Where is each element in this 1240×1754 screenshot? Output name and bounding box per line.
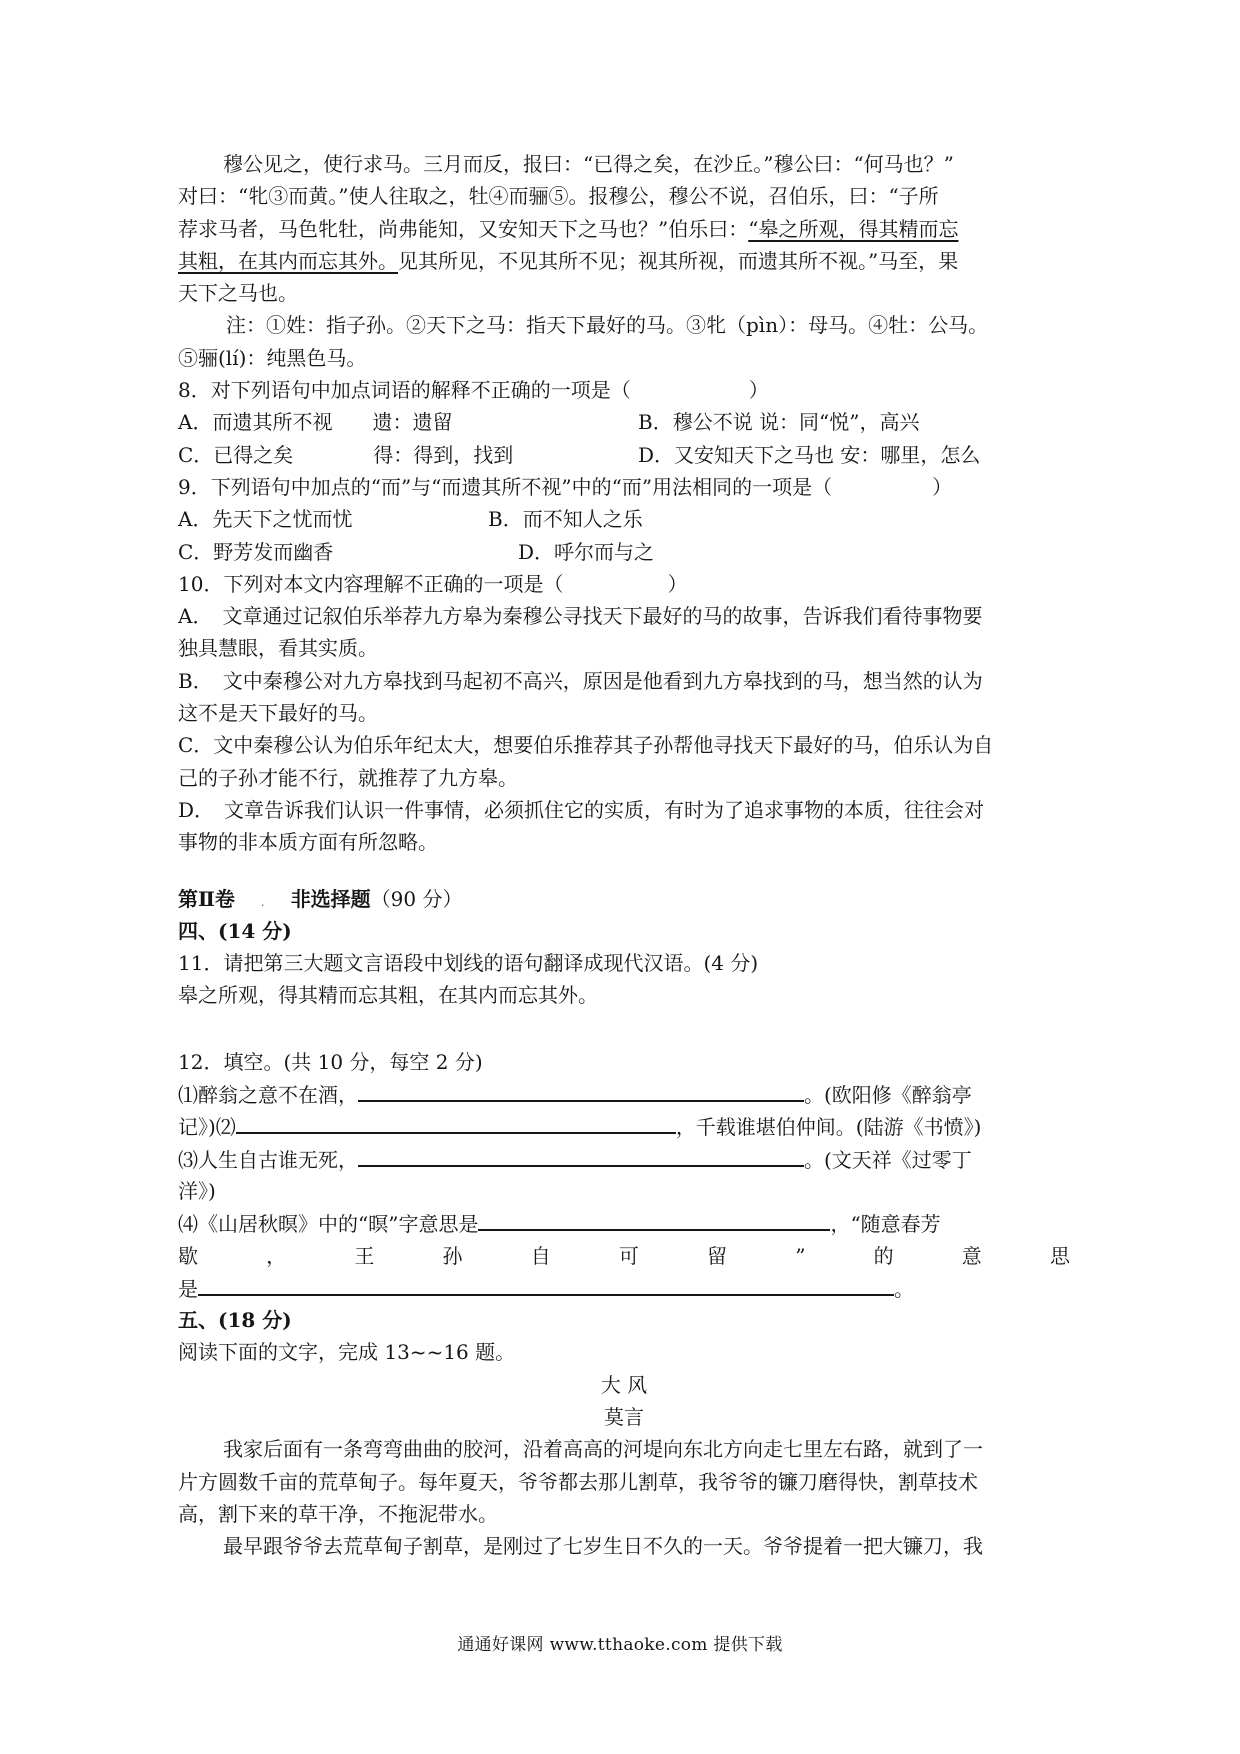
justified-char: 思 (1049, 1243, 1070, 1268)
justified-char: ， (266, 1243, 287, 1268)
justified-char: 歇 (178, 1243, 198, 1268)
option-b: B．穆公不说 说：同“悦”，高兴 (638, 410, 920, 435)
section-4-heading: 四、(14 分) (178, 918, 292, 943)
option-a: A．而遗其所不视 遗：遗留 (178, 410, 453, 435)
passage-line (178, 245, 1070, 277)
fill-line-4-justified (178, 1240, 1070, 1272)
question-9-stem (178, 471, 1070, 503)
fill-blank[interactable] (198, 1272, 894, 1296)
option-b: B． 文中秦穆公对九方皋找到马起初不高兴，原因是他看到九方皋找到的马，想当然的认为 (178, 668, 983, 693)
question-10-stem (178, 568, 1070, 600)
part-2-heading (178, 883, 1070, 915)
fill-blank[interactable] (358, 1078, 804, 1102)
section-5-heading: 五、(18 分) (178, 1308, 292, 1333)
option-d-cont: 事物的非本质方面有所忽略。 (178, 830, 438, 855)
question-11-sentence: 皋之所观，得其精而忘其粗，在其内而忘其外。 (178, 983, 598, 1008)
fill-line-4 (178, 1207, 1070, 1239)
paren-close: ） (667, 571, 688, 596)
passage-text: 见其所见，不见其所不见；视其所视，而遗其所不视。”马至，果 (398, 248, 959, 273)
justified-char: ” (795, 1243, 806, 1268)
fill-source: ，“随意春芳 (830, 1212, 941, 1237)
passage-text: 荐求马者，马色牝牡，尚弗能知，又安知天下之马也？”伯乐曰： (178, 216, 749, 241)
passage-line: 穆公见之，使行求马。三月而反，报曰：“已得之矣，在沙丘。”穆公曰：“何马也？” (223, 152, 954, 176)
justified-char: 意 (961, 1243, 982, 1268)
question-9-options-row (178, 536, 1070, 568)
option-d: D． 文章告诉我们认识一件事情，必须抓住它的实质，有时为了追求事物的本质，往往会对 (178, 797, 985, 822)
justified-char: 留 (707, 1243, 728, 1268)
fill-line-3-cont: 洋》) (178, 1178, 216, 1203)
fill-source: 。(欧阳修《醉翁亭 (804, 1083, 972, 1108)
paren-close: ） (932, 474, 953, 499)
essay-paragraph: 片方圆数千亩的荒草甸子。每年夏天，爷爷都去那儿割草，我爷爷的镰刀磨得快，割草技术 (178, 1469, 978, 1494)
question-8-stem (178, 374, 1070, 406)
question-11-stem: 11．请把第三大题文言语段中划线的语句翻译成现代汉语。(4 分) (178, 951, 759, 976)
option-c: C．文中秦穆公认为伯乐年纪太大，想要伯乐推荐其子孙帮他寻找天下最好的马，伯乐认为自 (178, 733, 994, 758)
option-a-cont: 独具慧眼，看其实质。 (178, 636, 378, 661)
question-text: 10．下列对本文内容理解不正确的一项是（ (178, 571, 564, 596)
section-5-intro: 阅读下面的文字，完成 13~~16 题。 (178, 1340, 516, 1365)
passage-line: 对曰：“牝③而黄。”使人往取之，牡④而骊⑤。报穆公，穆公不说，召伯乐，曰：“子所 (178, 184, 939, 209)
justified-char: 的 (873, 1243, 894, 1268)
option-a: A．先天下之忧而忧 (178, 507, 353, 532)
option-c: C．野芳发而幽香 (178, 539, 334, 564)
annotation-note: 注：①姓：指子孙。②天下之马：指天下最好的马。③牝（pìn）：母马。④牡：公马。 (226, 313, 989, 338)
page-footer: 通通好课网 www.tthaoke.com 提供下载 (457, 1635, 783, 1655)
paren-close: ） (748, 378, 769, 403)
annotation-note: ⑤骊(lí)：纯黑色马。 (178, 345, 367, 370)
fill-line-2 (178, 1110, 1070, 1142)
option-b: B．而不知人之乐 (488, 507, 643, 532)
fill-prompt: ⑶人生自古谁无死， (178, 1147, 358, 1172)
fill-prompt: 是 (178, 1276, 198, 1301)
essay-title: 大 风 (600, 1372, 648, 1397)
question-text: 8．对下列语句中加点词语的解释不正确的一项是（ (178, 378, 631, 403)
question-8-options-row (178, 439, 1070, 471)
fill-blank[interactable] (358, 1143, 804, 1167)
part-subtitle: 非选择题 (290, 886, 371, 911)
part-score: （90 分） (370, 886, 463, 911)
essay-author: 莫言 (604, 1404, 644, 1429)
essay-paragraph: 高，割下来的草干净，不拖泥带水。 (178, 1501, 498, 1526)
fill-prompt: ⑷《山居秋暝》中的“暝”字意思是 (178, 1212, 479, 1237)
option-c: C．已得之矣 得：得到，找到 (178, 442, 514, 467)
stray-dot: . (260, 894, 265, 909)
fill-line-3 (178, 1143, 1070, 1175)
passage-line (178, 213, 1070, 245)
essay-paragraph: 最早跟爷爷去荒草甸子割草，是刚过了七岁生日不久的一天。爷爷提着一把大镰刀，我 (223, 1534, 983, 1559)
fill-blank[interactable] (478, 1207, 830, 1231)
passage-line: 天下之马也。 (178, 281, 298, 306)
question-9-options-row (178, 503, 1070, 535)
option-d: D．又安知天下之马也 安：哪里，怎么 (638, 442, 981, 467)
spacer (178, 859, 1070, 883)
document-page (178, 148, 1070, 1562)
underlined-sentence: “皋之所观，得其精而忘 (748, 216, 959, 241)
justified-char: 自 (530, 1243, 551, 1268)
justified-char: 孙 (442, 1243, 463, 1268)
justified-char: 可 (618, 1243, 639, 1268)
fill-end: 。 (894, 1276, 914, 1301)
fill-line-1 (178, 1078, 1070, 1110)
fill-blank[interactable] (236, 1110, 676, 1134)
fill-prompt: ⑴醉翁之意不在酒， (178, 1083, 358, 1108)
fill-prompt: 记》)⑵ (178, 1115, 236, 1140)
option-a: A． 文章通过记叙伯乐举荐九方皋为秦穆公寻找天下最好的马的故事，告诉我们看待事物要 (178, 604, 983, 629)
fill-source: ，千载谁堪伯仲间。(陆游《书愤》) (675, 1115, 982, 1140)
underlined-sentence: 其粗，在其内而忘其外。 (178, 248, 398, 273)
option-b-cont: 这不是天下最好的马。 (178, 701, 378, 726)
fill-source: 。(文天祥《过零丁 (804, 1147, 972, 1172)
essay-paragraph: 我家后面有一条弯弯曲曲的胶河，沿着高高的河堤向东北方向走七里左右路，就到了一 (223, 1437, 983, 1462)
question-12-stem: 12．填空。(共 10 分，每空 2 分) (178, 1049, 483, 1074)
option-d: D．呼尔而与之 (518, 539, 655, 564)
fill-line-5 (178, 1272, 1070, 1304)
spacer (178, 1012, 1070, 1046)
option-c-cont: 己的子孙才能不行，就推荐了九方皋。 (178, 765, 518, 790)
question-text: 9．下列语句中加点的“而”与“而遗其所不视”中的“而”用法相同的一项是（ (178, 474, 833, 499)
part-title: 第Ⅱ卷 (178, 886, 235, 911)
justified-char: 王 (354, 1243, 375, 1268)
question-8-options-row (178, 406, 1070, 438)
